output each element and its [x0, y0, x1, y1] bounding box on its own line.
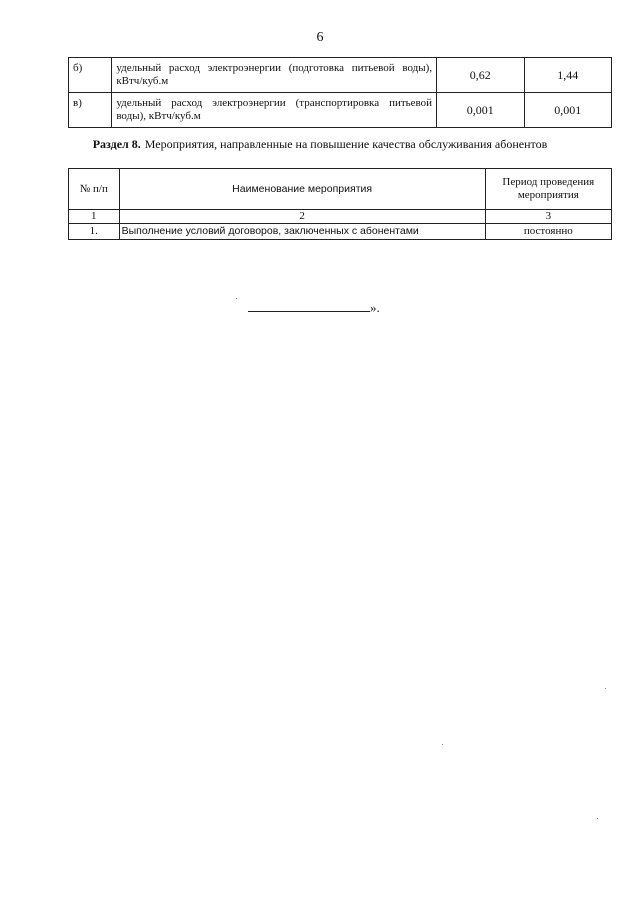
header-period: Период проведения мероприятия: [485, 169, 611, 210]
indicators-table: [68, 57, 612, 128]
row-index: б): [69, 58, 112, 93]
row-description: удельный расход электроэнергии (подготовка питьевой воды), кВтч/куб.м: [112, 58, 437, 93]
scan-speck: [597, 818, 598, 819]
row-value-2: 0,001: [524, 93, 611, 128]
table-row: [69, 224, 612, 240]
closing-line: [248, 300, 380, 316]
row-value-2: 1,44: [524, 58, 611, 93]
section-title: Мероприятия, направленные на повышение качества обслуживания абонентов: [144, 137, 548, 151]
row-value-1: 0,62: [437, 58, 524, 93]
page-number: 6: [316, 30, 324, 45]
row-value-1: 0,001: [437, 93, 524, 128]
table-row: [69, 93, 612, 128]
event-name: Выполнение условий договоров, заключенных с абонентами: [119, 224, 485, 240]
row-description: удельный расход электроэнергии (транспортировка питьевой воды), кВтч/куб.м: [112, 93, 437, 128]
blank-line: [248, 301, 370, 312]
events-table: [68, 168, 612, 240]
row-index: в): [69, 93, 112, 128]
header-number: № п/п: [69, 169, 120, 210]
section-label: Раздел 8.: [92, 137, 141, 151]
column-numbers-row: [69, 210, 612, 224]
scan-speck: [442, 744, 443, 745]
table-header-row: [69, 169, 612, 210]
table-row: [69, 58, 612, 93]
column-number: 2: [119, 210, 485, 224]
column-number: 1: [69, 210, 120, 224]
header-name: Наименование мероприятия: [119, 169, 485, 210]
column-number: 3: [485, 210, 611, 224]
scan-speck: [236, 298, 237, 299]
section-heading: [0, 137, 640, 152]
closing-quote: ».: [370, 300, 380, 315]
scan-speck: [605, 688, 606, 689]
event-number: 1.: [69, 224, 120, 240]
event-period: постоянно: [485, 224, 611, 240]
